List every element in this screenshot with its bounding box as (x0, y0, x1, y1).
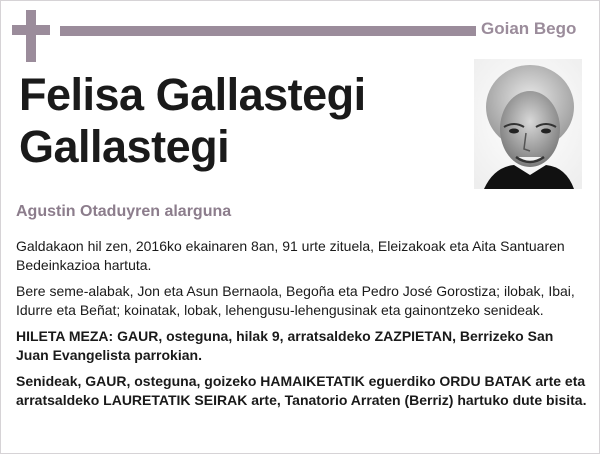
portrait-photo (474, 59, 582, 189)
cross-icon (12, 10, 50, 62)
deceased-name-line-1: Felisa Gallastegi (19, 69, 366, 120)
brand-label: Goian Bego (481, 19, 577, 38)
deceased-name (19, 69, 459, 173)
paragraph-funeral-mass: HILETA MEZA: GAUR, osteguna, hilak 9, arratsaldeko ZAZPIETAN, Berrizeko San Juan Evangelista parrokian. (16, 328, 554, 363)
header-divider-bar (60, 26, 476, 36)
paragraph-visitation: Senideak, GAUR, osteguna, goizeko HAMAIKETATIK eguerdiko ORDU BATAK arte eta arratsaldeko LAURETATIK SEIRAK arte, Tanatorio Arraten (Berriz) hartuko dute bisita. (16, 373, 587, 408)
paragraph-family: Bere seme-alabak, Jon eta Asun Bernaola, Begoña eta Pedro José Gorostiza; ilobak, Ibai, Idurre eta Beñat; koinatak, lobak, lehengusu-lehengusinak eta gainontzeko senideak. (16, 283, 575, 318)
paragraph-death-notice: Galdakaon hil zen, 2016ko ekainaren 8an, 91 urte zituela, Eleizakoak eta Aita Santuaren Bedeinkazioa hartuta. (16, 238, 565, 273)
deceased-subtitle: Agustin Otaduyren alarguna (16, 203, 232, 220)
obituary-body (16, 237, 588, 417)
deceased-name-line-2: Gallastegi (19, 121, 230, 172)
